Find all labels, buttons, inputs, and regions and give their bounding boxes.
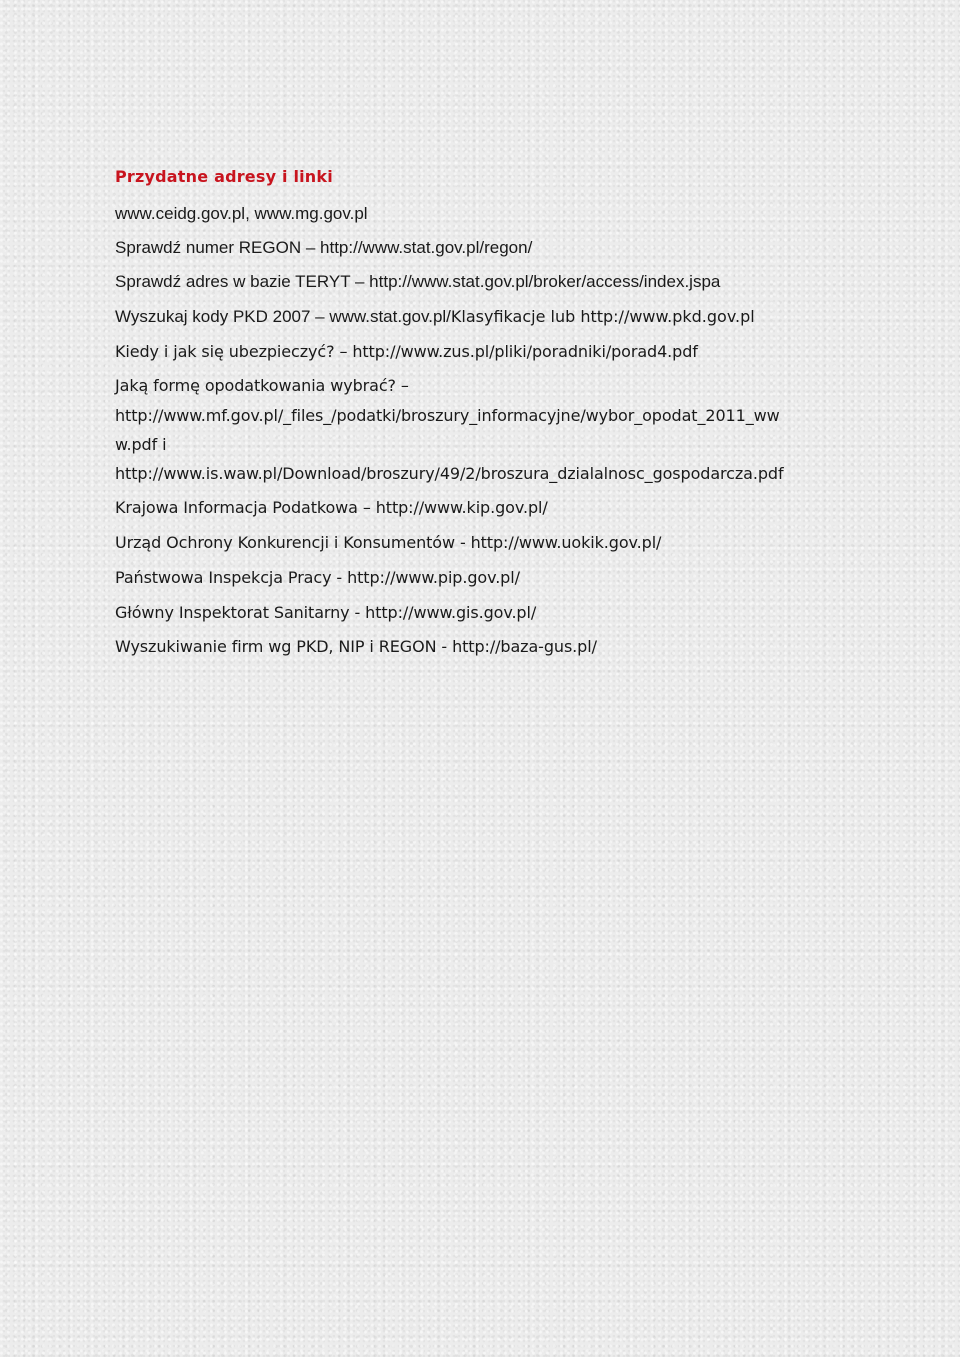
link-line-mf[interactable]: http://www.mf.gov.pl/_files_/podatki/broszury_informacyjne/wybor_opodat_2011_ww	[115, 406, 780, 425]
link-line-baza-gus[interactable]: Wyszukiwanie firm wg PKD, NIP i REGON - http://baza-gus.pl/	[115, 637, 597, 656]
link-line-pip[interactable]: Państwowa Inspekcja Pracy - http://www.pip.gov.pl/	[115, 568, 520, 587]
link-line-iswaw[interactable]: http://www.is.waw.pl/Download/broszury/49/2/broszura_dzialalnosc_gospodarcza.pdf	[115, 464, 784, 483]
text-line-opodatkowanie: Jaką formę opodatkowania wybrać? –	[115, 376, 409, 395]
link-line-gis[interactable]: Główny Inspektorat Sanitarny - http://www.gis.gov.pl/	[115, 603, 537, 622]
link-line-uokik[interactable]: Urząd Ochrony Konkurencji i Konsumentów - http://www.uokik.gov.pl/	[115, 533, 662, 552]
section-heading: Przydatne adresy i linki	[115, 167, 333, 186]
link-line-kip[interactable]: Krajowa Informacja Podatkowa – http://www.kip.gov.pl/	[115, 498, 548, 517]
pkd-url[interactable]: Klasyfikacje lub http://www.pkd.gov.pl	[450, 307, 755, 326]
link-line-regon[interactable]: Sprawdź numer REGON – http://www.stat.gov.pl/regon/	[115, 238, 533, 257]
link-line-mf-cont[interactable]: w.pdf i	[115, 435, 167, 454]
link-line-teryt[interactable]: Sprawdź adres w bazie TERYT – http://www.stat.gov.pl/broker/access/index.jspa	[115, 272, 721, 291]
pkd-label: Wyszukaj kody PKD 2007 – www.stat.gov.pl/	[115, 307, 451, 326]
link-line-ceidg[interactable]: www.ceidg.gov.pl, www.mg.gov.pl	[115, 204, 368, 223]
link-line-zus[interactable]: Kiedy i jak się ubezpieczyć? – http://www.zus.pl/pliki/poradniki/porad4.pdf	[115, 342, 698, 361]
link-line-pkd[interactable]	[115, 306, 755, 328]
